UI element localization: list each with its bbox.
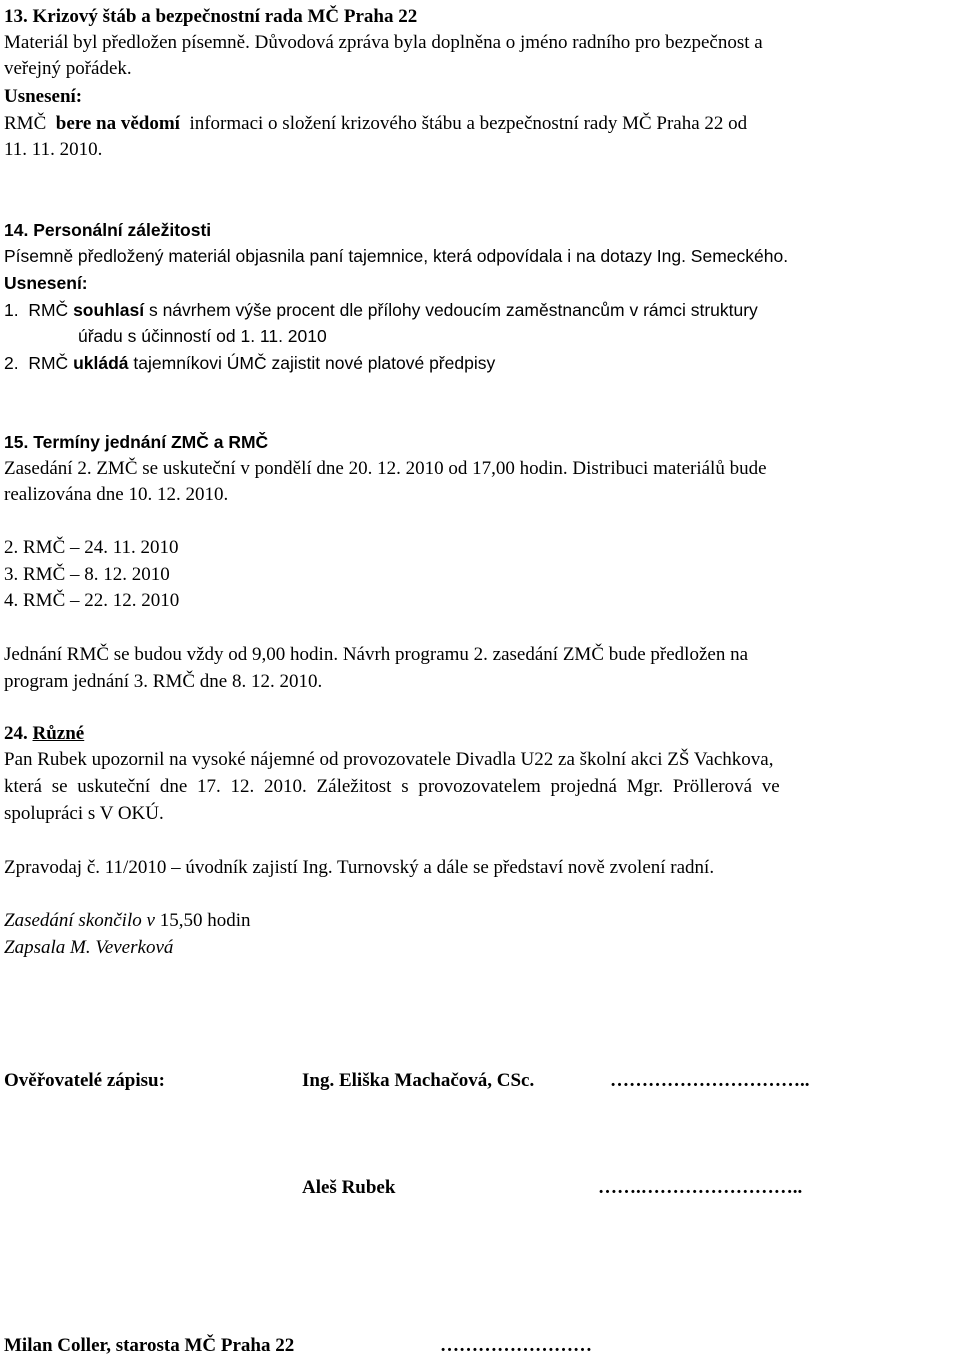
meeting-date-1: 2. RMČ – 24. 11. 2010 xyxy=(4,537,179,558)
section-15-text-line-4: program jednání 3. RMČ dne 8. 12. 2010. xyxy=(4,671,323,692)
item-number: 1. xyxy=(4,300,19,320)
mayor-name: Milan Coller, starosta MČ Praha 22 xyxy=(4,1335,295,1356)
verifier-1-signature-line: ………………………….. xyxy=(610,1070,810,1091)
resolution-text: tajemníkovi ÚMČ zajistit nové platové předpisy xyxy=(133,353,496,373)
closing-label: Zasedání skončilo v xyxy=(4,910,155,931)
section-13-resolution-line-2: 11. 11. 2010. xyxy=(4,139,103,160)
section-24-text-line-1: Pan Rubek upozornil na vysoké nájemné od provozovatele Divadla U22 za školní akci ZŠ Vachkova, xyxy=(4,749,774,770)
resolution-text: informaci o složení krizového štábu a bezpečnostní rady MČ Praha 22 od xyxy=(189,113,748,134)
verifier-2-signature-line: …….…………………….. xyxy=(598,1177,803,1198)
resolution-verb: ukládá xyxy=(73,353,129,373)
section-13-resolution xyxy=(4,111,747,137)
closing-time xyxy=(4,908,250,934)
section-13-resolution-label: Usnesení: xyxy=(4,86,83,107)
item-number: 2. xyxy=(4,353,19,373)
section-title: Různé xyxy=(32,723,85,744)
section-14-item-1-line-2: úřadu s účinností od 1. 11. 2010 xyxy=(78,326,327,346)
section-14-item-1 xyxy=(4,297,758,323)
zpravodaj-note: Zpravodaj č. 11/2010 – úvodník zajistí Ing. Turnovský a dále se představí nově zvolení radní. xyxy=(4,857,715,878)
mayor-signature-line: …………………… xyxy=(440,1335,592,1356)
closing-value: 15,50 hodin xyxy=(154,910,251,931)
section-15-text-line-2: realizována dne 10. 12. 2010. xyxy=(4,484,229,505)
section-13-text-line-2: veřejný pořádek. xyxy=(4,58,132,79)
section-14-text-line-1: Písemně předložený materiál objasnila paní tajemnice, která odpovídala i na dotazy Ing. Semeckého. xyxy=(4,246,789,266)
section-15-text-line-3: Jednání RMČ se budou vždy od 9,00 hodin. Návrh programu 2. zasedání ZMČ bude předložen na xyxy=(4,644,749,665)
section-14-resolution-label: Usnesení: xyxy=(4,273,88,293)
section-14-heading: 14. Personální záležitosti xyxy=(4,220,212,240)
resolution-subject: RMČ xyxy=(28,353,69,373)
verifier-1-name: Ing. Eliška Machačová, CSc. xyxy=(302,1070,535,1091)
section-24-text-line-2: která se uskuteční dne 17. 12. 2010. Záležitost s provozovatelem projedná Mgr. Pröllerová ve xyxy=(4,776,780,797)
section-number: 24. xyxy=(4,723,28,744)
resolution-text: s návrhem výše procent dle přílohy vedoucím zaměstnancům v rámci struktury xyxy=(148,300,758,320)
resolution-subject: RMČ xyxy=(28,300,69,320)
section-15-heading: 15. Termíny jednání ZMČ a RMČ xyxy=(4,432,269,452)
resolution-verb: souhlasí xyxy=(73,300,145,320)
meeting-date-3: 4. RMČ – 22. 12. 2010 xyxy=(4,590,180,611)
recorded-by: Zapsala M. Veverková xyxy=(4,937,174,958)
meeting-date-2: 3. RMČ – 8. 12. 2010 xyxy=(4,564,170,585)
section-15-text-line-1: Zasedání 2. ZMČ se uskuteční v pondělí dne 20. 12. 2010 od 17,00 hodin. Distribuci materiálů bude xyxy=(4,458,767,479)
section-13-text-line-1: Materiál byl předložen písemně. Důvodová zpráva byla doplněna o jméno radního pro bezpečnost a xyxy=(4,32,763,53)
resolution-subject: RMČ xyxy=(4,113,47,134)
section-13-heading: 13. Krizový štáb a bezpečnostní rada MČ Praha 22 xyxy=(4,6,418,27)
verifier-2-name: Aleš Rubek xyxy=(302,1177,396,1198)
resolution-verb: bere na vědomí xyxy=(55,113,180,134)
verifiers-label: Ověřovatelé zápisu: xyxy=(4,1070,165,1091)
section-14-item-2 xyxy=(4,350,495,376)
section-24-heading xyxy=(4,721,84,747)
section-24-text-line-3: spolupráci s V OKÚ. xyxy=(4,803,164,824)
